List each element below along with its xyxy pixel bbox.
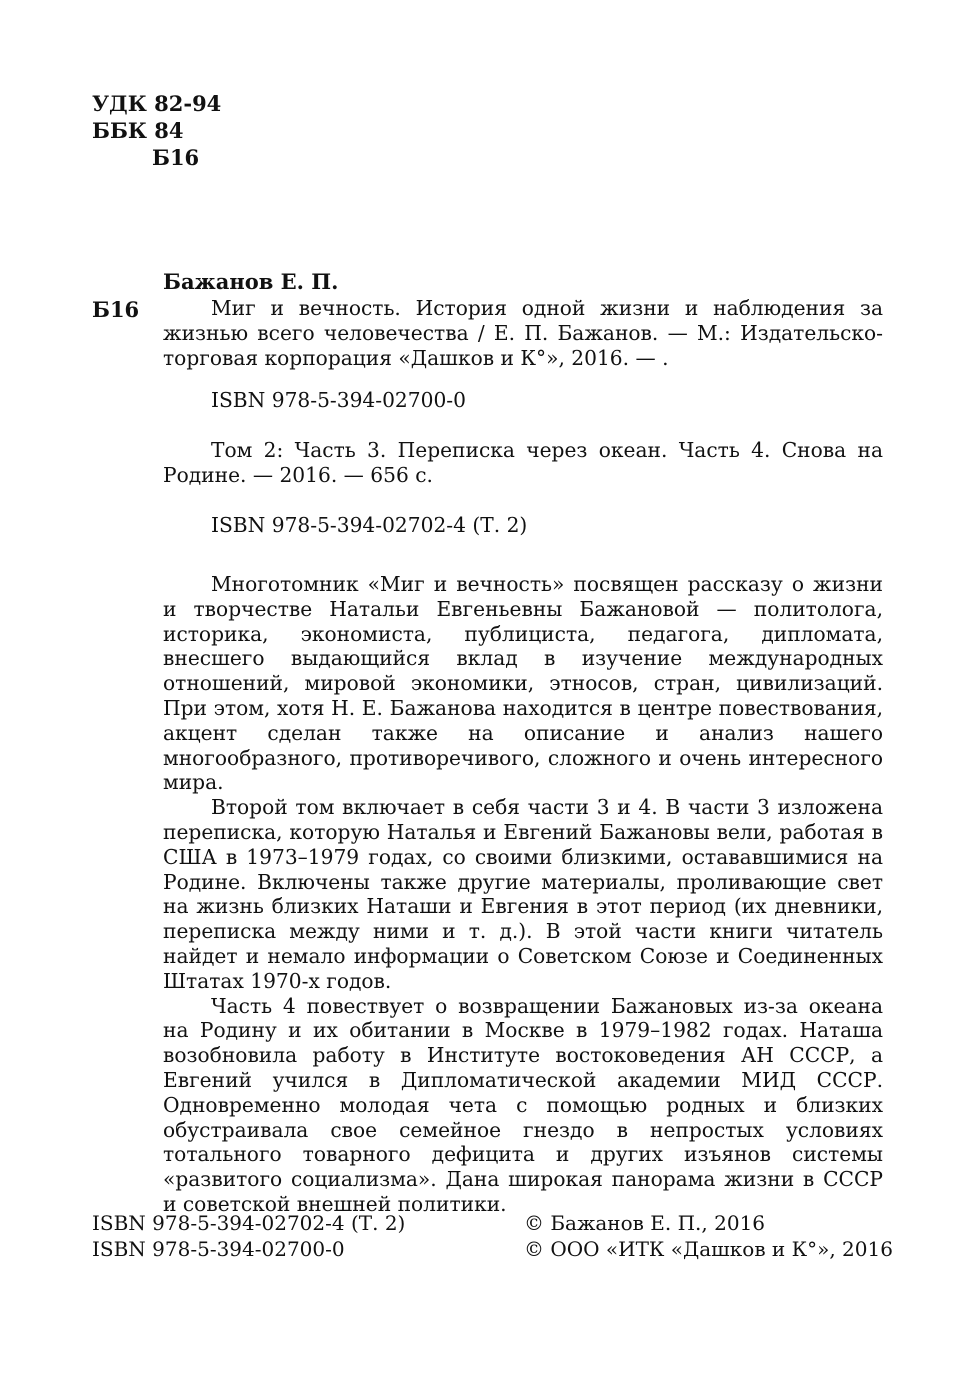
copyright-publisher: © ООО «ИТК «Дашков и К°», 2016 [524,1237,893,1261]
copyright-author: © Бажанов Е. П., 2016 [524,1211,766,1235]
isbn-volume: ISBN 978-5-394-02702-4 (Т. 2) [211,513,528,537]
annotation-paragraph-3: Часть 4 повествует о возвращении Бажановых из-за океана на Родину и их обитании в Москве в 1979–1982 годах. Наташа возобновила работу в Институте востоковедения АН СССР, а Евгений учился в Дипломатической академии МИД СССР. Одновременно молодая чета с помощью родных и близких обустраивала свое семейное гнездо в непростых условиях тотального товарного дефицита и других изъянов системы «развитого социализма». Дана широкая панорама жизни в СССР и советской внешней политики. [163,993,883,1216]
bibliographic-title: Миг и вечность. История одной жизни и наблюдения за жизнью всего человечества / Е. П. Бажанов. — М.: Издательско-торговая корпорация «Дашков и К°», 2016. — . [163,296,883,370]
footer-isbn-block [92,1210,405,1262]
footer-isbn-volume: ISBN 978-5-394-02702-4 (Т. 2) [92,1211,406,1235]
author-heading: Бажанов Е. П. [163,269,339,294]
author-mark-side: Б16 [92,297,140,322]
classification-block [92,90,221,171]
volume-description: Том 2: Часть 3. Переписка через океан. Часть 4. Снова на Родине. — 2016. — 656 с. [163,438,883,487]
author-mark: Б16 [152,145,200,170]
annotation-paragraph-1: Многотомник «Миг и вечность» посвящен рассказу о жизни и творчестве Натальи Евгеньевны Бажановой — политолога, историка, экономиста, публициста, педагога, дипломата, внесшего выдающийся вклад в изучение международных отношений, мировой экономики, этносов, стран, цивилизаций. При этом, хотя Н. Е. Бажанова находится в центре повествования, акцент сделан также на описание и анализ нашего многообразного, противоречивого, сложного и очень интересного мира. [163,572,883,795]
footer-copyright-block [524,1210,893,1262]
annotation-paragraph-2: Второй том включает в себя части 3 и 4. В части 3 изложена переписка, которую Наталья и Евгений Бажановы вели, работая в США в 1973–1979 годах, со своими близкими, остававшимися на Родине. Включены также другие материалы, проливающие свет на жизнь близких Наташи и Евгения в этот период (их дневники, переписка между ними и т. д.). В этой части книги читатель найдет и немало информации о Советском Союзе и Соединенных Штатах 1970-х годов. [163,795,883,993]
footer-isbn-set: ISBN 978-5-394-02700-0 [92,1237,345,1261]
annotation [163,572,883,1217]
udk-code: УДК 82-94 [92,91,222,116]
bbk-code: ББК 84 [92,118,184,143]
isbn-set: ISBN 978-5-394-02700-0 [211,388,466,412]
